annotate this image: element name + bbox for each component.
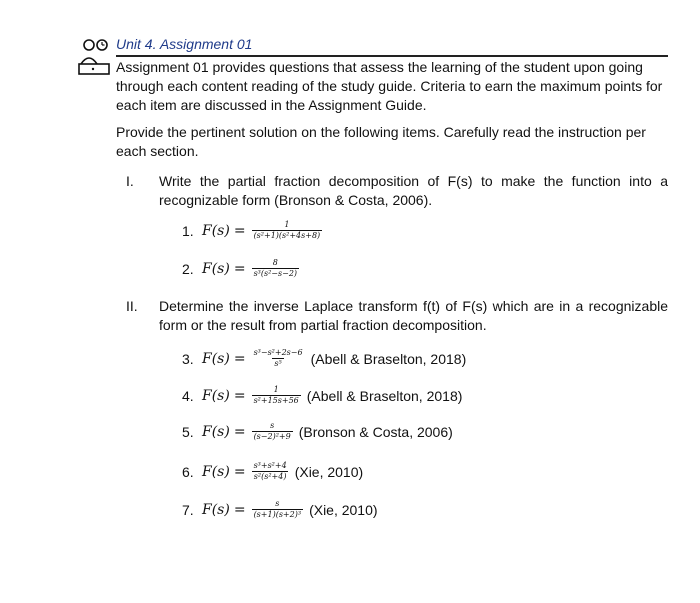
fraction [252,385,301,406]
denominator: s³(s²−s−2) [253,269,298,278]
numerator: s³−s²+2s−6 [253,348,303,357]
header-divider [116,55,668,57]
function-label: F(s) [202,423,230,440]
function-label: F(s) [202,387,230,404]
fraction [252,220,323,241]
problem-number: 4. [182,387,194,404]
numerator: s [270,421,275,430]
citation: (Xie, 2010) [309,501,378,518]
problem-2 [182,258,301,279]
equals-sign: = [233,222,246,239]
function-label: F(s) [202,463,230,480]
fraction [252,421,293,442]
numerator: 8 [272,258,278,267]
equals-sign: = [233,463,246,480]
person-at-desk-icon [78,34,112,78]
problem-1 [182,220,324,241]
numerator: 1 [284,220,290,229]
problem-number: 1. [182,222,194,239]
section-numeral: I. [126,173,134,189]
denominator: s²(s²+4) [253,472,287,481]
fraction [252,258,299,279]
citation: (Abell & Braselton, 2018) [310,350,467,367]
equals-sign: = [233,423,246,440]
numerator: s [275,499,280,508]
function-label: F(s) [202,350,230,367]
problem-number: 5. [182,423,194,440]
section-instruction: Write the partial fraction decomposition of F(s) to make the function into a recognizable form (Bronson & Costa, 2006). [159,173,668,208]
fraction [252,461,289,482]
numerator: s³+s²+4 [253,461,287,470]
problem-number: 3. [182,350,194,367]
fraction [252,499,304,520]
problem-number: 7. [182,501,194,518]
citation: (Xie, 2010) [294,463,364,480]
equals-sign: = [233,350,246,367]
equals-sign: = [233,387,246,404]
section-numeral: II. [126,298,138,314]
problem-5 [182,421,453,442]
problem-4 [182,385,462,406]
denominator: (s+1)(s+2)³ [253,510,302,519]
unit-title: Unit 4. Assignment 01 [116,36,253,52]
problem-7 [182,499,378,520]
citation: (Abell & Braselton, 2018) [306,387,463,404]
section-instruction: Determine the inverse Laplace transform f(t) of F(s) which are in a recognizable form or the result from partial fraction decomposition. [159,298,668,333]
equals-sign: = [233,260,246,277]
numerator: 1 [273,385,279,394]
instruction-paragraph: Provide the pertinent solution on the following items. Carefully read the instruction per each section. [116,124,646,159]
denominator: s²+15s+56 [253,396,299,405]
citation: (Bronson & Costa, 2006) [298,423,453,440]
function-label: F(s) [202,260,230,277]
denominator: (s²+1)(s²+4s+8) [253,231,321,240]
denominator: (s−2)²+9 [253,432,291,441]
equals-sign: = [233,501,246,518]
problem-number: 6. [182,463,194,480]
denominator: s⁵ [274,359,282,368]
problem-3 [182,348,466,369]
function-label: F(s) [202,501,230,518]
intro-paragraph: Assignment 01 provides questions that assess the learning of the student upon going through each content reading of the study guide. Criteria to earn the maximum points for each item are discussed in the Assignment Guide. [116,59,663,113]
fraction [252,348,305,369]
problem-number: 2. [182,260,194,277]
function-label: F(s) [202,222,230,239]
problem-6 [182,461,363,482]
